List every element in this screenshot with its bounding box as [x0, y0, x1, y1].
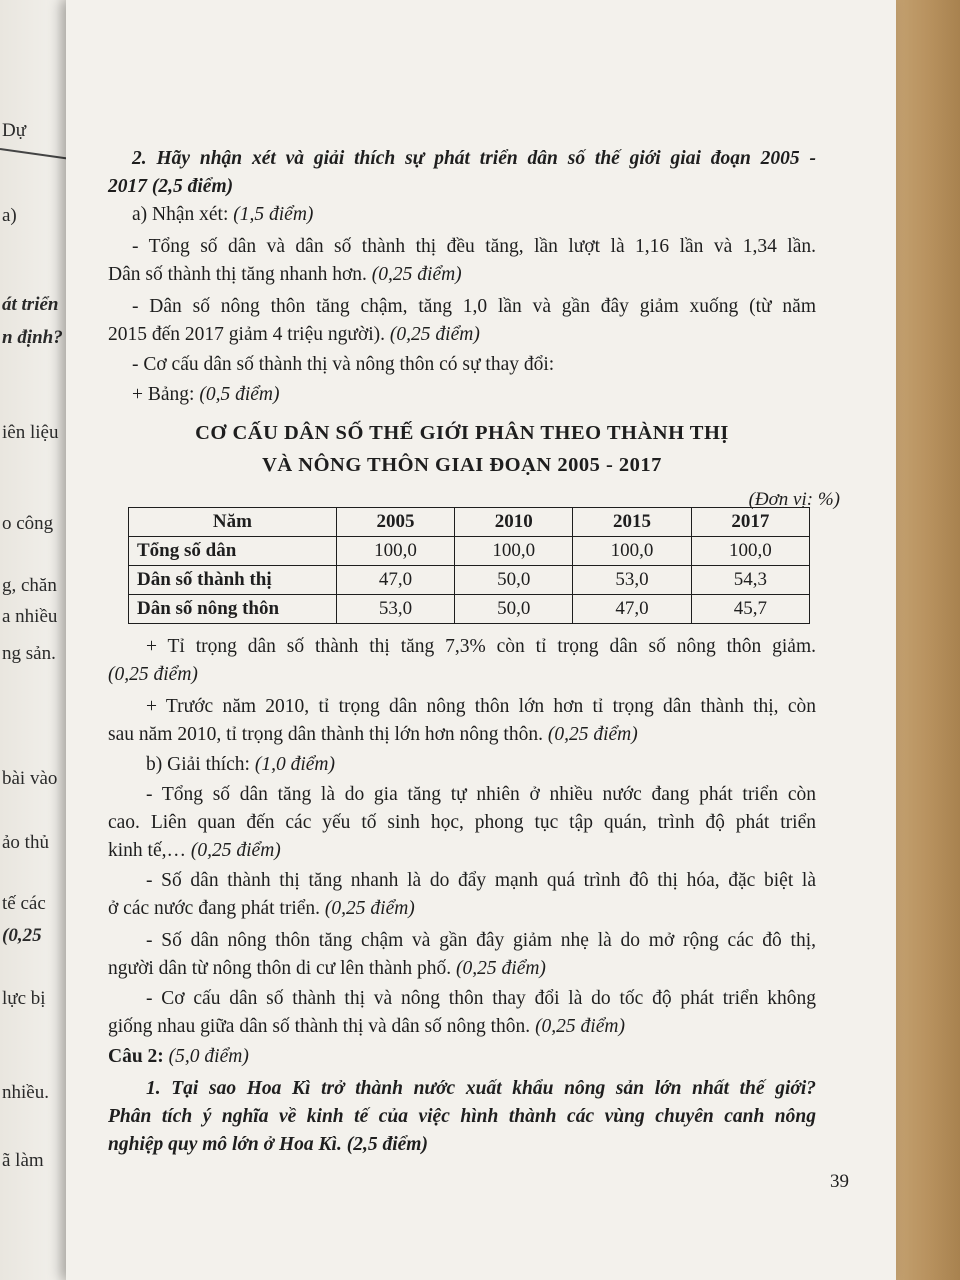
table-unit: (Đơn vị: %) [748, 489, 840, 510]
table-heading-line2: VÀ NÔNG THÔN GIAI ĐOẠN 2005 - 2017 [262, 454, 662, 476]
explain-1-line3 [108, 838, 281, 864]
question-title-line2: 2017 (2,5 điểm) [108, 176, 234, 197]
population-table [128, 507, 810, 624]
cau-2-question-line2: Phân tích ý nghĩa về kinh tế của việc hình thành các vùng chuyên canh nông [108, 1106, 816, 1127]
adjacent-page-fragment: a) [2, 205, 17, 226]
table-cell: 100,0 [455, 537, 573, 566]
table-row-label: Dân số thành thị [129, 566, 337, 595]
table-cell: 100,0 [336, 537, 454, 566]
table-year: 2017 [691, 508, 809, 537]
adjacent-page-fragment: nhiều. [2, 1082, 49, 1103]
table-note-1-points: (0,25 điểm) [108, 664, 198, 685]
table-cell: 100,0 [573, 537, 691, 566]
remark-1-points: (0,25 điểm) [371, 264, 462, 285]
adjacent-page-fragment: a nhiều [2, 606, 58, 627]
table-cell: 50,0 [455, 595, 573, 624]
part-a-label: a) Nhận xét: [132, 204, 234, 225]
cau-2-question-line1: 1. Tại sao Hoa Kì trở thành nước xuất khẩu nông sản lớn nhất thế giới? [146, 1078, 816, 1099]
table-note-2-points: (0,25 điểm) [547, 724, 638, 745]
part-b-label: b) Giải thích: [146, 754, 255, 775]
table-year: 2010 [455, 508, 573, 537]
table-intro-points: (0,5 điểm) [199, 384, 280, 405]
table-col-header: Năm [129, 508, 337, 537]
remark-1-line2 [108, 262, 462, 288]
table-row-label: Tổng số dân [129, 537, 337, 566]
table-cell: 54,3 [691, 566, 809, 595]
table-heading-line1: CƠ CẤU DÂN SỐ THẾ GIỚI PHÂN THEO THÀNH THỊ [195, 422, 729, 444]
adjacent-page-fragment: tế các [2, 893, 46, 914]
table-row [129, 595, 810, 624]
explain-3-line1: - Số dân nông thôn tăng chậm và gần đây giảm nhẹ là do mở rộng các đô thị, [146, 930, 816, 951]
adjacent-page-fragment: át triển [2, 294, 59, 315]
explain-1-points: (0,25 điểm) [190, 840, 281, 861]
explain-2-points: (0,25 điểm) [324, 898, 415, 919]
explain-2-line1: - Số dân thành thị tăng nhanh là do đẩy mạnh quá trình đô thị hóa, đặc biệt là [146, 870, 816, 891]
explain-1-text: kinh tế,… [108, 840, 191, 861]
part-a-points: (1,5 điểm) [233, 204, 314, 225]
table-cell: 53,0 [336, 595, 454, 624]
table-cell: 45,7 [691, 595, 809, 624]
adjacent-page-fragment: iên liệu [2, 422, 59, 443]
explain-1-line1: - Tổng số dân tăng là do gia tăng tự nhiên ở nhiều nước đang phát triển còn [146, 784, 816, 805]
explain-2-text: ở các nước đang phát triển. [108, 898, 325, 919]
explain-3-text: người dân từ nông thôn di cư lên thành phố. [108, 958, 457, 979]
remark-2-line1: - Dân số nông thôn tăng chậm, tăng 1,0 lần và gần đây giảm xuống (từ năm [132, 296, 816, 317]
adjacent-page-fragment: ảo thủ [2, 832, 49, 853]
cau-2-points: (5,0 điểm) [168, 1046, 249, 1067]
explain-1-line2: cao. Liên quan đến các yếu tố sinh học, phong tục tập quán, trình độ phát triển [108, 812, 816, 833]
adjacent-page-fragment: ã làm [2, 1150, 44, 1171]
adjacent-page-fragment: lực bị [2, 988, 46, 1009]
table-cell: 47,0 [573, 595, 691, 624]
adjacent-page-fragment: bài vào [2, 768, 58, 789]
adjacent-page-fragment: g, chăn [2, 575, 57, 596]
table-year: 2015 [573, 508, 691, 537]
remark-3: - Cơ cấu dân số thành thị và nông thôn có sự thay đổi: [132, 354, 555, 375]
remark-1-line1: - Tổng số dân và dân số thành thị đều tăng, lần lượt là 1,16 lần và 1,34 lần. [132, 236, 816, 257]
cau-2-question-line3: nghiệp quy mô lớn ở Hoa Kì. (2,5 điểm) [108, 1134, 428, 1155]
table-cell: 100,0 [691, 537, 809, 566]
page-number: 39 [830, 1171, 849, 1192]
table-header-row [129, 508, 810, 537]
explain-4-line1: - Cơ cấu dân số thành thị và nông thôn thay đổi là do tốc độ phát triển không [146, 988, 816, 1009]
cau-2-label: Câu 2: [108, 1046, 169, 1067]
adjacent-page-fragment: (0,25 [2, 925, 42, 946]
table-note-1-line1: + Tỉ trọng dân số thành thị tăng 7,3% còn tỉ trọng dân số nông thôn giảm. [146, 636, 816, 657]
table-note-2-line2 [108, 722, 638, 748]
part-b-heading [146, 752, 335, 778]
adjacent-page-fragment: n định? [2, 327, 63, 348]
remark-2-line2 [108, 322, 480, 348]
table-note-2-text: sau năm 2010, tỉ trọng dân thành thị lớn hơn nông thôn. [108, 724, 548, 745]
cau-2-heading [108, 1044, 249, 1070]
adjacent-page-fragment: Dự [2, 120, 27, 141]
table-intro [132, 382, 279, 408]
table-cell: 53,0 [573, 566, 691, 595]
table-row [129, 566, 810, 595]
table-row-label: Dân số nông thôn [129, 595, 337, 624]
adjacent-page-fragment: o công [2, 513, 54, 534]
book-page [66, 0, 896, 1280]
part-b-points: (1,0 điểm) [254, 754, 336, 775]
table-year: 2005 [336, 508, 454, 537]
part-a-heading [132, 202, 313, 228]
table-intro-text: + Bảng: [132, 384, 200, 405]
question-title-line1: 2. Hãy nhận xét và giải thích sự phát triển dân số thế giới giai đoạn 2005 - [132, 148, 816, 169]
table-cell: 50,0 [455, 566, 573, 595]
table-row [129, 537, 810, 566]
explain-3-line2 [108, 956, 546, 982]
adjacent-page-fragment: ng sản. [2, 643, 56, 664]
remark-1-text: Dân số thành thị tăng nhanh hơn. [108, 264, 372, 285]
explain-3-points: (0,25 điểm) [456, 958, 546, 979]
explain-4-points: (0,25 điểm) [535, 1016, 625, 1037]
explain-4-text: giống nhau giữa dân số thành thị và dân số nông thôn. [108, 1016, 536, 1037]
explain-2-line2 [108, 896, 415, 922]
table-cell: 47,0 [336, 566, 454, 595]
table-note-2-line1: + Trước năm 2010, tỉ trọng dân nông thôn lớn hơn tỉ trọng dân thành thị, còn [146, 696, 816, 717]
remark-2-points: (0,25 điểm) [389, 324, 480, 345]
remark-2-text: 2015 đến 2017 giảm 4 triệu người). [108, 324, 390, 345]
explain-4-line2 [108, 1014, 625, 1040]
